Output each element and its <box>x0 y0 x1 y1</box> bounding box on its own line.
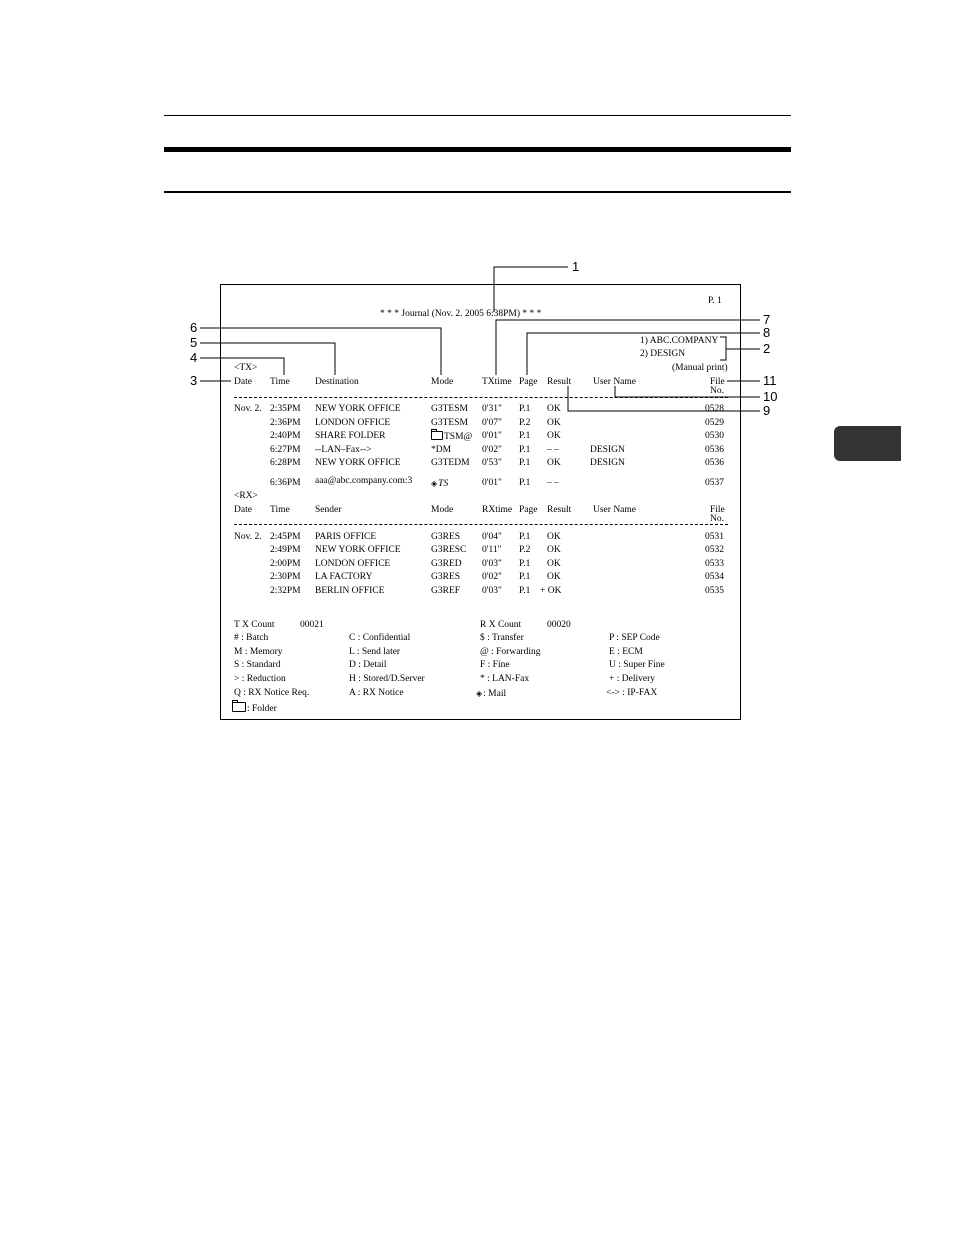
tx-col-date: Date <box>234 377 252 387</box>
callout-2: 2 <box>763 341 771 356</box>
callout-9: 9 <box>763 403 771 418</box>
legend-item: + : Delivery <box>609 674 655 684</box>
tx-col-page: Page <box>519 377 538 387</box>
tx-col-result: Result <box>547 377 572 387</box>
tx-col-destination: Destination <box>315 377 359 387</box>
tx-section-label: <TX> <box>234 363 258 373</box>
leader-5 <box>200 343 335 375</box>
legend-item: # : Batch <box>234 633 269 643</box>
leader-8 <box>527 333 760 375</box>
callout-10: 10 <box>763 389 778 404</box>
rx-col-user-name: User Name <box>593 505 636 515</box>
legend-item: Q : RX Notice Req. <box>234 688 310 698</box>
callout-7: 7 <box>763 312 771 327</box>
callout-8: 8 <box>763 325 771 340</box>
rx-count-value: 00020 <box>547 620 571 630</box>
legend-item: S : Standard <box>234 660 281 670</box>
legend-item: C : Confidential <box>349 633 411 643</box>
tx-col-file: File <box>710 377 725 387</box>
tx-col-time: Time <box>270 377 290 387</box>
legend-item: U : Super Fine <box>609 660 665 670</box>
legend-item: L : Send later <box>349 647 401 657</box>
mail-icon: ◈ <box>431 479 438 488</box>
manual-print: (Manual print) <box>672 363 728 373</box>
tx-col-txtime: TXtime <box>482 377 512 387</box>
leader-7 <box>496 320 760 375</box>
tx-count-value: 00021 <box>300 620 324 630</box>
legend-item: F : Fine <box>480 660 510 670</box>
callout-6: 6 <box>190 320 198 335</box>
leader-6 <box>200 328 441 375</box>
leader-2-bracket <box>720 337 726 360</box>
rx-col-page: Page <box>519 505 538 515</box>
tx-count-label: T X Count <box>234 620 275 630</box>
tx-col-no: No. <box>710 386 724 396</box>
user-1: 1) ABC.COMPANY <box>640 336 719 346</box>
rx-col-file: File <box>710 505 725 515</box>
legend-item: A : RX Notice <box>349 688 404 698</box>
legend-item: M : Memory <box>234 647 283 657</box>
tx-col-mode: Mode <box>431 377 454 387</box>
legend-item: H : Stored/D.Server <box>349 674 425 684</box>
rx-col-mode: Mode <box>431 505 454 515</box>
callout-11: 11 <box>763 373 777 388</box>
callout-3: 3 <box>190 373 198 388</box>
legend-item: <-> : IP-FAX <box>606 688 658 698</box>
callout-5: 5 <box>190 335 198 350</box>
rx-col-time: Time <box>270 505 290 515</box>
legend-item: E : ECM <box>609 647 643 657</box>
legend-item: * : LAN-Fax <box>480 674 530 684</box>
rx-col-sender: Sender <box>315 505 342 515</box>
user-2: 2) DESIGN <box>640 349 686 359</box>
legend-item: D : Detail <box>349 660 387 670</box>
legend-item: : Folder <box>247 704 277 714</box>
rx-col-result: Result <box>547 505 572 515</box>
legend-item: P : SEP Code <box>609 633 660 643</box>
legend-item: $ : Transfer <box>480 633 524 643</box>
legend-item: @ : Forwarding <box>480 647 541 657</box>
rx-col-rxtime: RXtime <box>482 505 513 515</box>
mail-icon: ◈ <box>476 689 483 698</box>
leader-10 <box>615 386 760 397</box>
leader-4 <box>200 358 284 375</box>
rx-section-label: <RX> <box>234 491 258 501</box>
tx-col-user-name: User Name <box>593 377 636 387</box>
callout-4: 4 <box>190 350 198 365</box>
rx-col-date: Date <box>234 505 252 515</box>
rx-col-no: No. <box>710 514 724 524</box>
callout-1: 1 <box>572 259 580 274</box>
journal-title: * * * Journal (Nov. 2. 2005 6:38PM) * * * <box>380 309 542 319</box>
legend-item: : Mail <box>483 689 507 699</box>
page-number: P. 1 <box>708 296 722 306</box>
rx-count-label: R X Count <box>480 620 522 630</box>
leader-1 <box>494 267 568 312</box>
legend-item: > : Reduction <box>234 674 286 684</box>
leader-9 <box>568 386 760 411</box>
